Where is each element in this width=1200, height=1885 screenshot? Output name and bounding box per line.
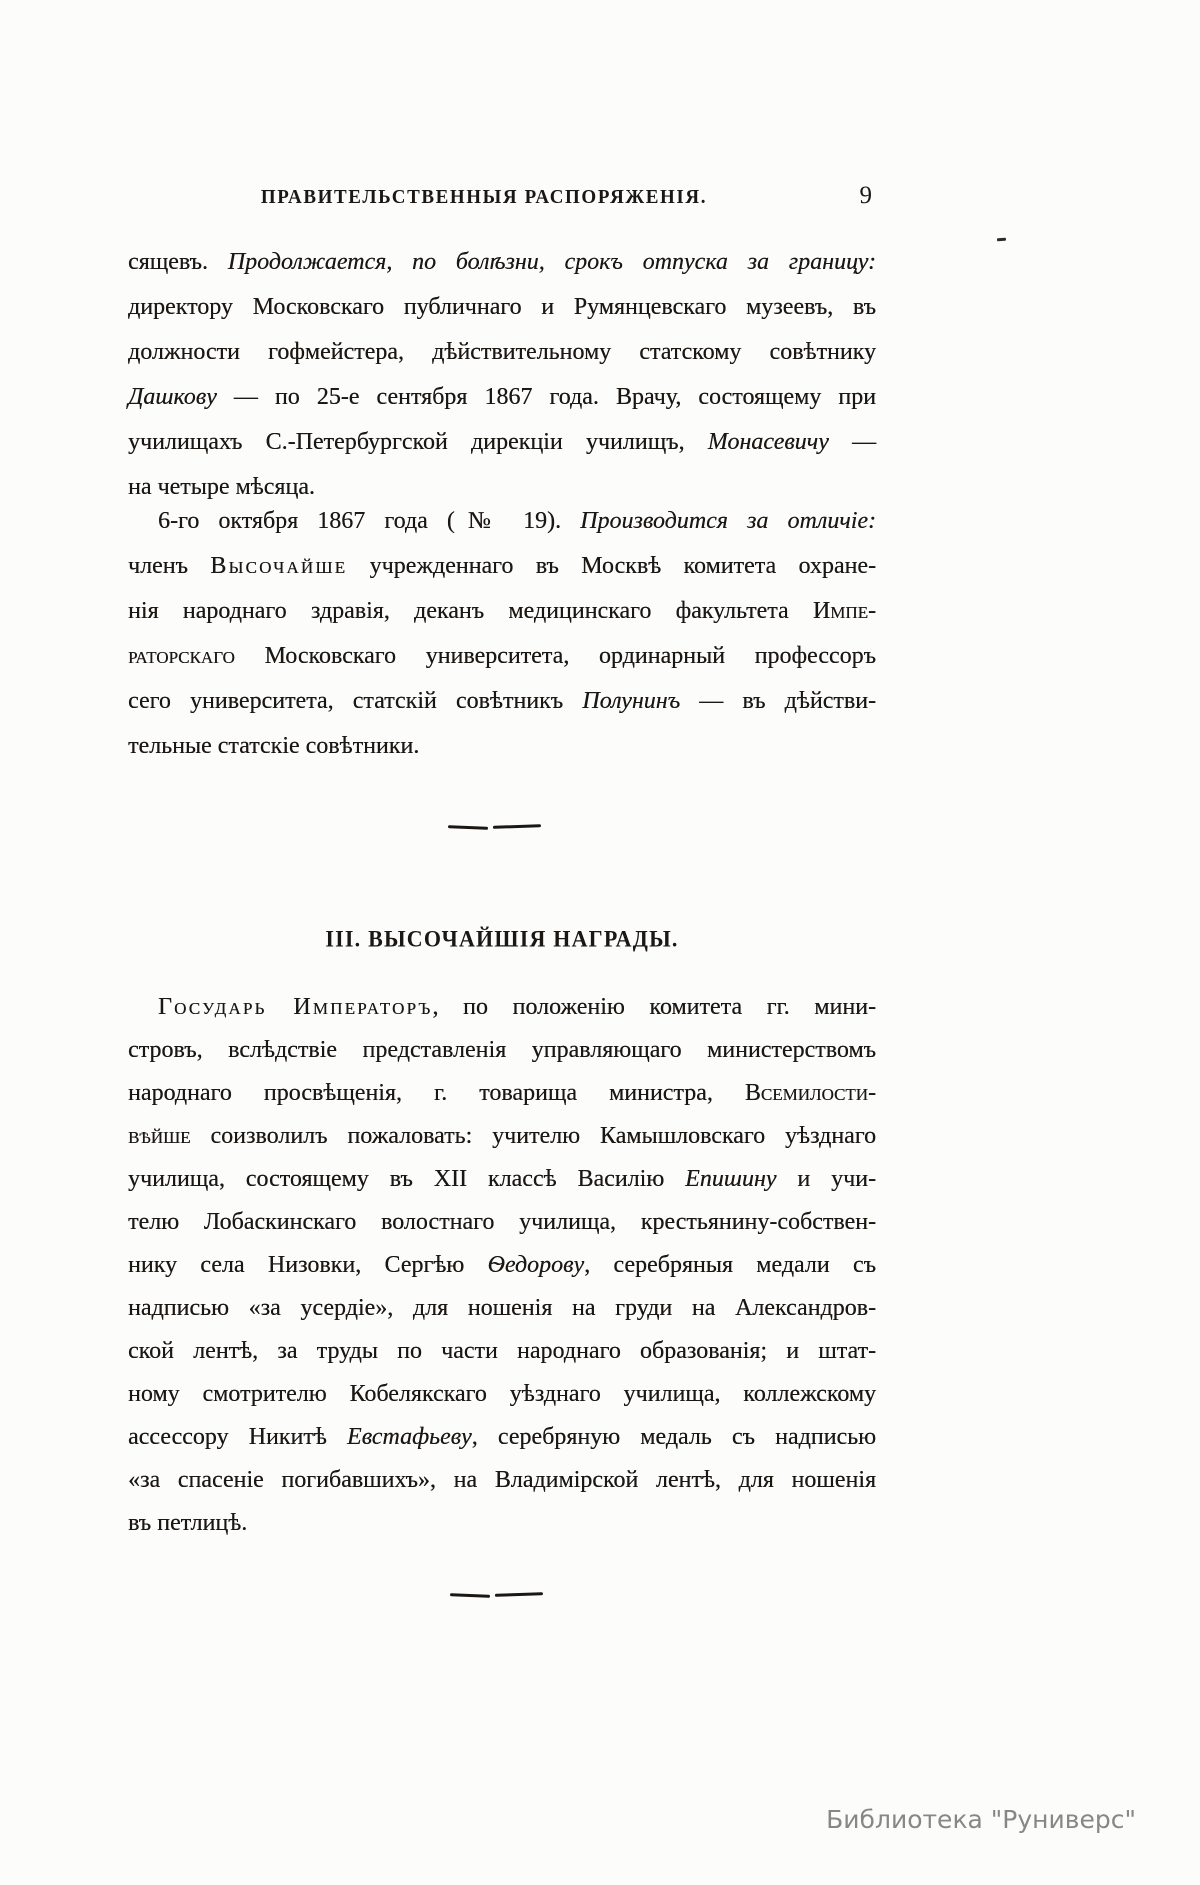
- text-segment: въ петлицѣ.: [128, 1510, 248, 1536]
- text-line: [128, 589, 876, 634]
- text-segment: , серебряныя медали съ: [584, 1252, 876, 1278]
- text-segment: вѣйше: [128, 1123, 191, 1149]
- text-segment: Импе-: [812, 598, 876, 624]
- text-segment: директору Московскаго публичнаго и Румянцевскаго музеевъ, въ: [128, 294, 876, 320]
- page-number: 9: [859, 182, 872, 209]
- text-segment: на четыре мѣсяца.: [128, 474, 315, 500]
- text-segment: ному смотрителю Кобелякскаго уѣзднаго училища, коллежскому: [128, 1381, 876, 1407]
- paragraph-imperial-awards: [128, 986, 876, 1545]
- text-segment: — въ дѣйстви-: [680, 688, 877, 714]
- text-segment: учрежденнаго въ Москвѣ комитета охране-: [347, 553, 877, 579]
- text-segment: раторскаго: [128, 643, 235, 669]
- text-line: [128, 285, 876, 330]
- text-segment: сего университета, статскій совѣтникъ: [128, 688, 583, 714]
- text-segment: Продолжается, по болѣзни, срокъ отпуска за границу:: [227, 249, 877, 275]
- text-segment: —: [828, 429, 876, 455]
- text-line: [128, 1373, 876, 1416]
- text-line: [128, 1502, 876, 1545]
- text-line: [128, 240, 876, 285]
- text-segment: Производится за отличіе:: [580, 508, 877, 534]
- text-line: [128, 499, 876, 544]
- text-segment: , серебряную медаль съ надписью: [471, 1424, 876, 1450]
- text-segment: ассессору Никитѣ: [128, 1424, 347, 1450]
- divider-dash: [493, 824, 541, 829]
- text-segment: надписью «за усердіе», для ношенія на груди на Александров-: [128, 1295, 876, 1321]
- text-segment: Ѳедорову: [487, 1252, 585, 1278]
- text-segment: Высочайше: [210, 553, 348, 579]
- text-segment: стровъ, вслѣдствіе представленія управляющаго министерствомъ: [128, 1037, 876, 1063]
- text-segment: училищахъ С.-Петербургской дирекціи училищъ,: [128, 429, 708, 455]
- text-line: [128, 679, 876, 724]
- text-segment: Всемилости-: [744, 1080, 876, 1106]
- text-segment: нику села Низовки, Сергѣю: [128, 1252, 488, 1278]
- running-head: [128, 182, 876, 217]
- divider-dash: [448, 825, 488, 830]
- text-segment: ской лентѣ, за труды по части народнаго образованія; и штат-: [128, 1338, 876, 1364]
- scan-speck: [997, 238, 1006, 242]
- section-divider: [450, 1586, 543, 1594]
- text-segment: — по 25-е сентября 1867 года. Врачу, состоящему при: [216, 384, 876, 410]
- library-watermark: Библиотека "Руниверс": [826, 1805, 1136, 1834]
- text-line: [128, 1072, 876, 1115]
- text-line: [128, 420, 876, 465]
- divider-dash: [495, 1592, 543, 1597]
- text-segment: 6-го октября 1867 года (№ 19).: [158, 508, 581, 534]
- text-line: [128, 724, 876, 769]
- text-line: [128, 1029, 876, 1072]
- divider-dash: [450, 1593, 490, 1598]
- text-segment: сящевъ.: [128, 249, 228, 275]
- text-line: [128, 375, 876, 420]
- text-line: [128, 1287, 876, 1330]
- text-line: [128, 1115, 876, 1158]
- text-line: [128, 330, 876, 375]
- text-line: [128, 1158, 876, 1201]
- text-segment: телю Лобаскинскаго волостнаго училища, крестьянину-собствен-: [128, 1209, 876, 1235]
- text-segment: «за спасеніе погибавшихъ», на Владимірской лентѣ, для ношенія: [128, 1467, 876, 1493]
- text-line: [128, 544, 876, 589]
- text-segment: Государь Императоръ: [158, 994, 433, 1020]
- text-segment: соизволилъ пожаловать: учителю Камышловскаго уѣзднаго: [190, 1123, 876, 1149]
- text-segment: тельные статскіе совѣтники.: [128, 733, 420, 759]
- text-segment: народнаго просвѣщенія, г. товарища министра,: [128, 1080, 745, 1106]
- text-segment: Полунинъ: [582, 688, 681, 714]
- text-segment: и учи-: [776, 1166, 876, 1192]
- text-line: [128, 1416, 876, 1459]
- text-line: [128, 1330, 876, 1373]
- paragraph-leave-continuation: [128, 240, 876, 510]
- running-head-title: ПРАВИТЕЛЬСТВЕННЫЯ РАСПОРЯЖЕНІЯ.: [260, 186, 708, 209]
- section-divider: [448, 818, 541, 826]
- text-segment: Дашкову: [128, 384, 217, 410]
- text-line: [128, 986, 876, 1029]
- section-heading: III. ВЫСОЧАЙШІЯ НАГРАДЫ.: [325, 925, 679, 952]
- text-segment: должности гофмейстера, дѣйствительному статскому совѣтнику: [128, 339, 876, 365]
- text-segment: Евстафьеву: [346, 1424, 472, 1450]
- text-segment: Московскаго университета, ординарный профессоръ: [234, 643, 876, 669]
- text-segment: Монасевичу: [707, 429, 829, 455]
- text-segment: Епишину: [685, 1166, 777, 1192]
- text-segment: членъ: [128, 553, 211, 579]
- text-line: [128, 1201, 876, 1244]
- text-segment: училища, состоящему въ XII классѣ Василію: [128, 1166, 686, 1192]
- text-line: [128, 1459, 876, 1502]
- text-segment: , по положенію комитета гг. мини-: [432, 994, 876, 1020]
- text-line: [128, 634, 876, 679]
- paragraph-promotion-order: [128, 499, 876, 769]
- text-line: [128, 1244, 876, 1287]
- text-segment: нія народнаго здравія, деканъ медицинскаго факультета: [128, 598, 813, 624]
